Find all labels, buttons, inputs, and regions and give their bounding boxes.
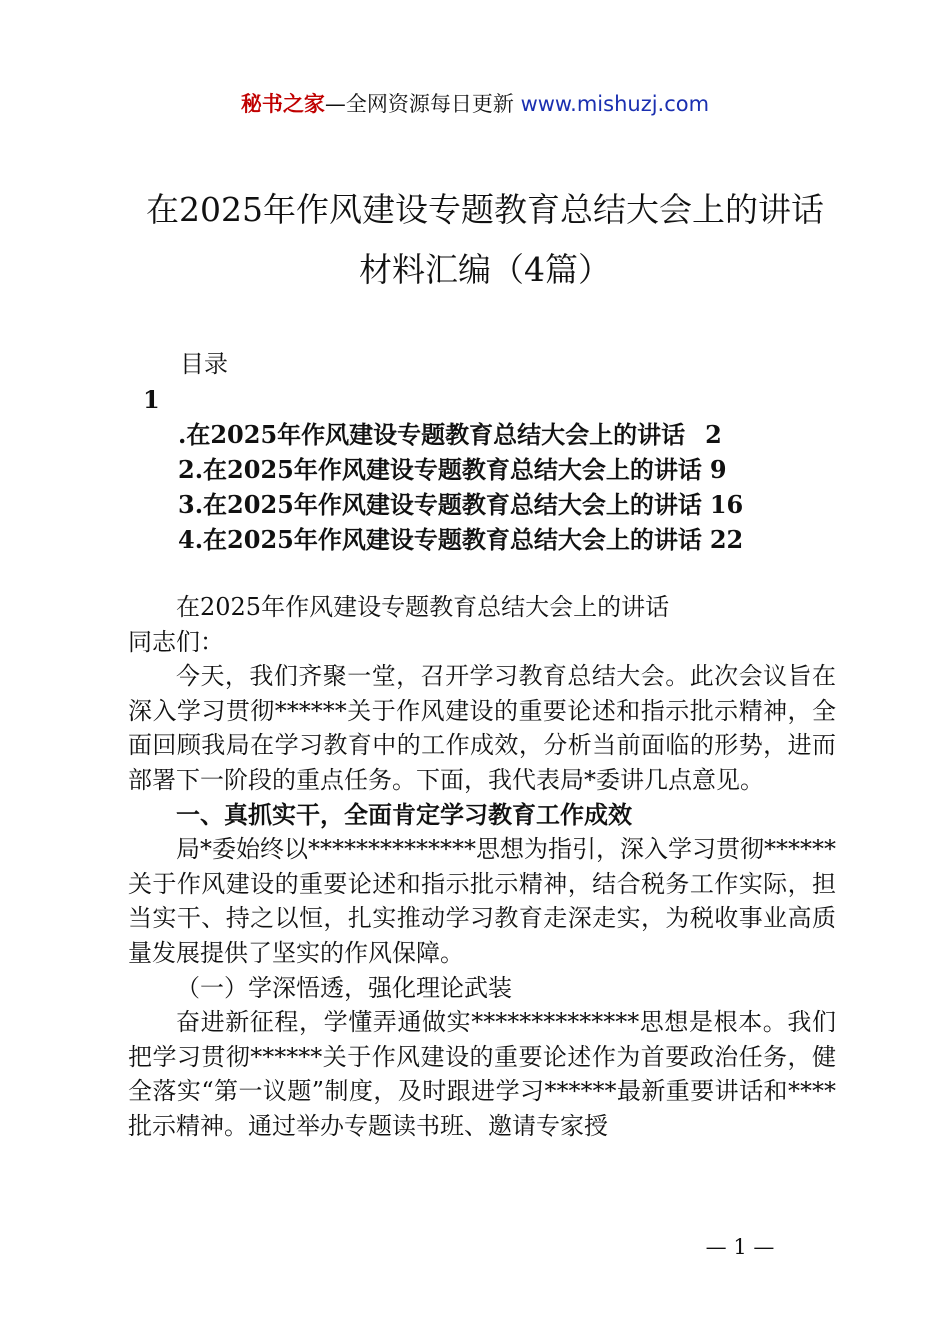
page-number: — 1 — [705,1235,775,1259]
brand-name: 秘书之家 [240,92,325,116]
toc-item-page: 22 [709,525,744,554]
toc-item-page: 16 [709,490,744,519]
speech-title: 在2025年作风建设专题教育总结大会上的讲话 [176,593,670,621]
toc-item-label: 2.在2025年作风建设专题教育总结大会上的讲话 [178,455,702,484]
site-header [0,86,950,122]
body-paragraph: 奋进新征程，学懂弄通做实**************思想是根本。我们把学习贯彻******关于作风建设的重要论述作为首要政治任务，健全落实“第一议题”制度，及时跟进学习******最新重要讲话和****批示精神。通过举办专题读书班、邀请专家授 [128,1008,836,1140]
body-paragraph: 局*委始终以**************思想为指引，深入学习贯彻******关于作风建设的重要论述和指示批示精神，结合税务工作实际，担当实干、持之以恒，扎实推动学习教育走深走实，为税收事业高质量发展提供了坚实的作风保障。 [128,835,836,967]
salutation: 同志们： [128,627,224,656]
toc-heading: 目录 [180,350,228,378]
body-paragraph: 今天，我们齐聚一堂，召开学习教育总结大会。此次会议旨在深入学习贯彻******关于作风建设的重要论述和指示批示精神，全面回顾我局在学习教育中的工作成效，分析当前面临的形势，进而部署下一阶段的重点任务。下面，我代表局*委讲几点意见。 [128,662,836,794]
toc-item-2[interactable] [178,452,743,487]
toc-item-label: 4.在2025年作风建设专题教育总结大会上的讲话 [178,525,702,554]
document-title: 在2025年作风建设专题教育总结大会上的讲话材料汇编（4篇） [146,190,824,289]
header-tagline: —全网资源每日更新 [324,92,521,116]
site-url-link[interactable]: www.mishuzj.com [520,92,710,116]
toc-first-number: 1 [143,385,160,414]
subsection-heading: （一）学深悟透，强化理论武装 [176,973,512,1002]
toc-item-1[interactable] [178,417,743,452]
document-body [128,590,836,1144]
table-of-contents [178,417,743,557]
toc-item-page: 9 [709,455,727,484]
toc-item-4[interactable] [178,522,743,557]
toc-item-label: .在2025年作风建设专题教育总结大会上的讲话 [178,420,686,449]
toc-item-page: 2 [705,420,722,449]
toc-item-label: 3.在2025年作风建设专题教育总结大会上的讲话 [178,490,702,519]
toc-item-3[interactable] [178,487,743,522]
section-heading: 一、真抓实干，全面肯定学习教育工作成效 [176,799,632,829]
